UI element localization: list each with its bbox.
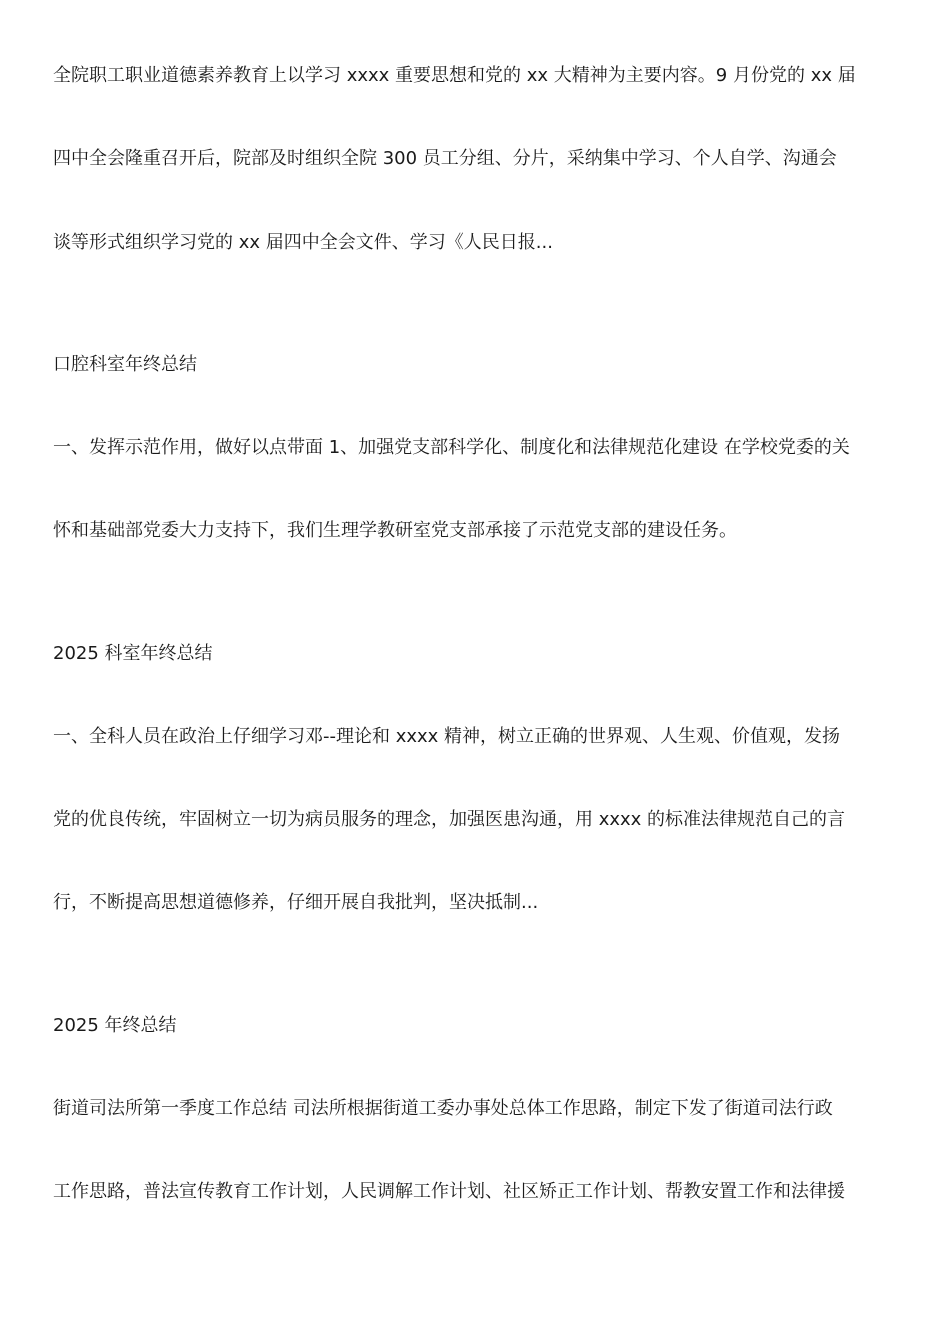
paragraph-3-line-2: 党的优良传统，牢固树立一切为病员服务的理念，加强医患沟通，用 xxxx 的标准法律规范自己的言 [53,809,846,830]
paragraph-3-line-3: 行，不断提高思想道德修养，仔细开展自我批判，坚决抵制... [53,892,539,913]
paragraph-2-line-2: 怀和基础部党委大力支持下，我们生理学教研室党支部承接了示范党支部的建设任务。 [53,520,737,541]
section-heading-dental: 口腔科室年终总结 [53,354,197,375]
paragraph-4-line-2: 工作思路，普法宣传教育工作计划，人民调解工作计划、社区矫正工作计划、帮教安置工作和法律援 [53,1181,845,1202]
section-heading-annual: 2025 年终总结 [53,1015,177,1036]
paragraph-1-line-2: 四中全会隆重召开后，院部及时组织全院 300 员工分组、分片，采纳集中学习、个人自学、沟通会 [53,148,837,169]
paragraph-2-line-1: 一、发挥示范作用，做好以点带面 1、加强党支部科学化、制度化和法律规范化建设 在学校党委的关 [53,437,850,458]
paragraph-1-line-3: 谈等形式组织学习党的 xx 届四中全会文件、学习《人民日报... [53,232,553,253]
section-heading-department: 2025 科室年终总结 [53,643,213,664]
paragraph-1-line-1: 全院职工职业道德素养教育上以学习 xxxx 重要思想和党的 xx 大精神为主要内容。9 月份党的 xx 届 [53,65,856,86]
paragraph-3-line-1: 一、全科人员在政治上仔细学习邓--理论和 xxxx 精神，树立正确的世界观、人生观、价值观，发扬 [53,726,841,747]
paragraph-4-line-1: 街道司法所第一季度工作总结 司法所根据街道工委办事处总体工作思路，制定下发了街道司法行政 [53,1098,833,1119]
